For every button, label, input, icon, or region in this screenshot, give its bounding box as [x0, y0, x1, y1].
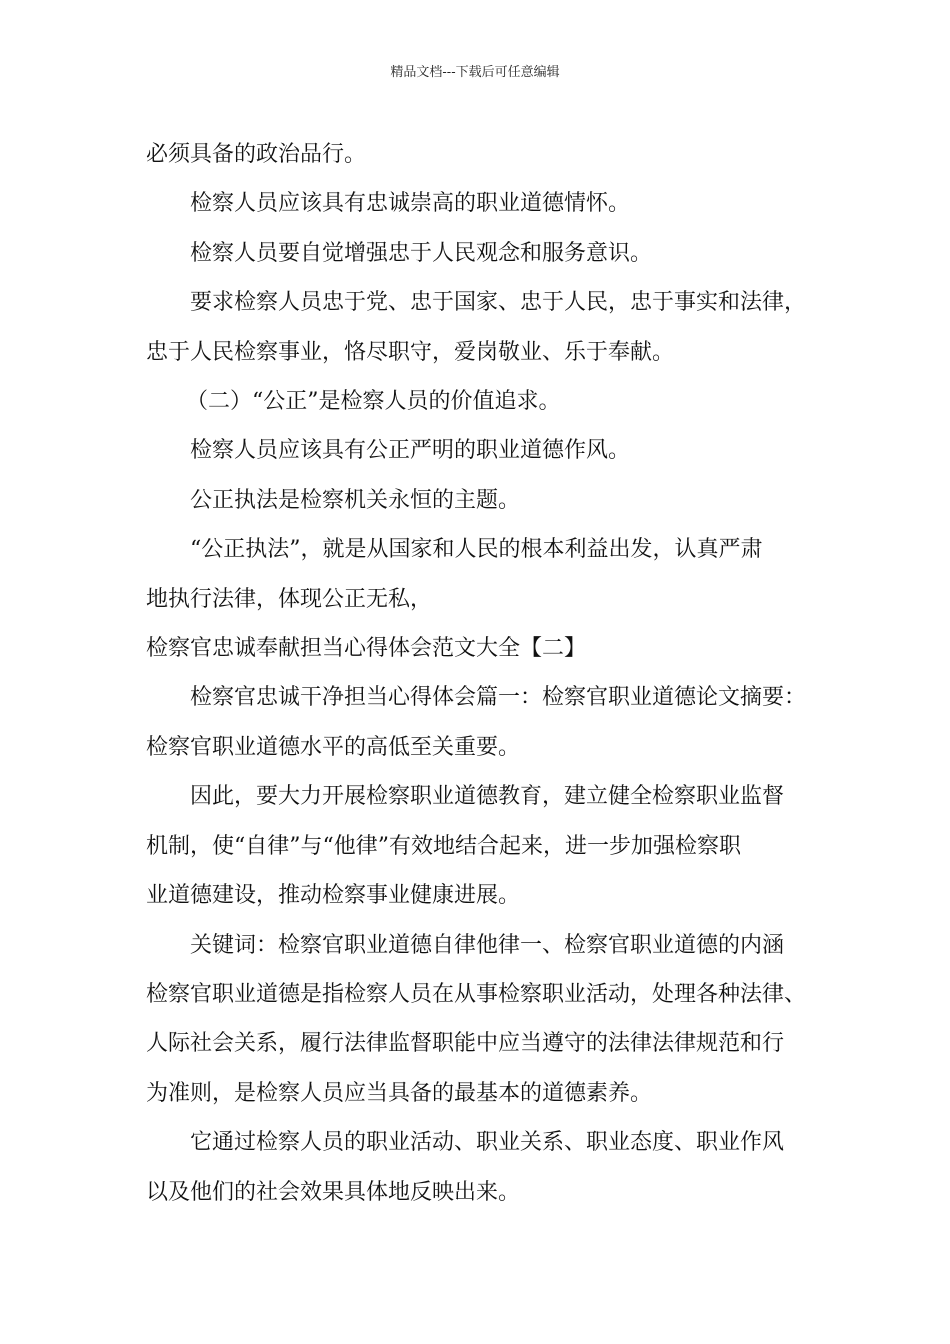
text-line: 检察官职业道德是指检察人员在从事检察职业活动，处理各种法律、	[146, 981, 807, 1007]
text-line: 检察官职业道德水平的高低至关重要。	[146, 734, 521, 760]
text-line: “公正执法”，就是从国家和人民的根本利益出发，认真严肃	[190, 537, 763, 563]
text-line: 因此，要大力开展检察职业道德教育，建立健全检察职业监督	[190, 784, 785, 810]
text-line: 人际社会关系，履行法律监督职能中应当遵守的法律法律规范和行	[146, 1031, 785, 1057]
text-line: 以及他们的社会效果具体地反映出来。	[146, 1179, 521, 1205]
text-line: 检察人员要自觉增强忠于人民观念和服务意识。	[190, 240, 653, 266]
text-line: 它通过检察人员的职业活动、职业关系、职业态度、职业作风	[190, 1130, 785, 1156]
section-heading: （二）“公正”是检察人员的价值追求。	[186, 389, 561, 415]
page-header: 精品文档---下载后可任意编辑	[390, 65, 560, 80]
text-line: 要求检察人员忠于党、忠于国家、忠于人民，忠于事实和法律，	[190, 290, 807, 316]
text-line: 检察官忠诚干净担当心得体会篇一：检察官职业道德论文摘要：	[190, 685, 807, 711]
text-line: 必须具备的政治品行。	[146, 142, 367, 167]
text-line: 忠于人民检察事业，恪尽职守，爱岗敬业、乐于奉献。	[146, 339, 675, 365]
text-line: 地执行法律，体现公正无私，	[146, 586, 433, 612]
text-line: 检察人员应该具有公正严明的职业道德作风。	[190, 438, 631, 464]
text-line: 机制，使“自律”与“他律”有效地结合起来，进一步加强检察职	[146, 833, 741, 859]
text-line: 公正执法是检察机关永恒的主题。	[190, 487, 521, 513]
article-title: 检察官忠诚奉献担当心得体会范文大全【二】	[146, 636, 587, 662]
text-line: 为准则，是检察人员应当具备的最基本的道德素养。	[146, 1080, 653, 1106]
document-body	[146, 130, 836, 1217]
text-line: 业道德建设，推动检察事业健康进展。	[146, 883, 521, 909]
text-line: 检察人员应该具有忠诚崇高的职业道德情怀。	[190, 191, 631, 217]
text-line: 关键词：检察官职业道德自律他律一、检察官职业道德的内涵	[190, 932, 785, 958]
